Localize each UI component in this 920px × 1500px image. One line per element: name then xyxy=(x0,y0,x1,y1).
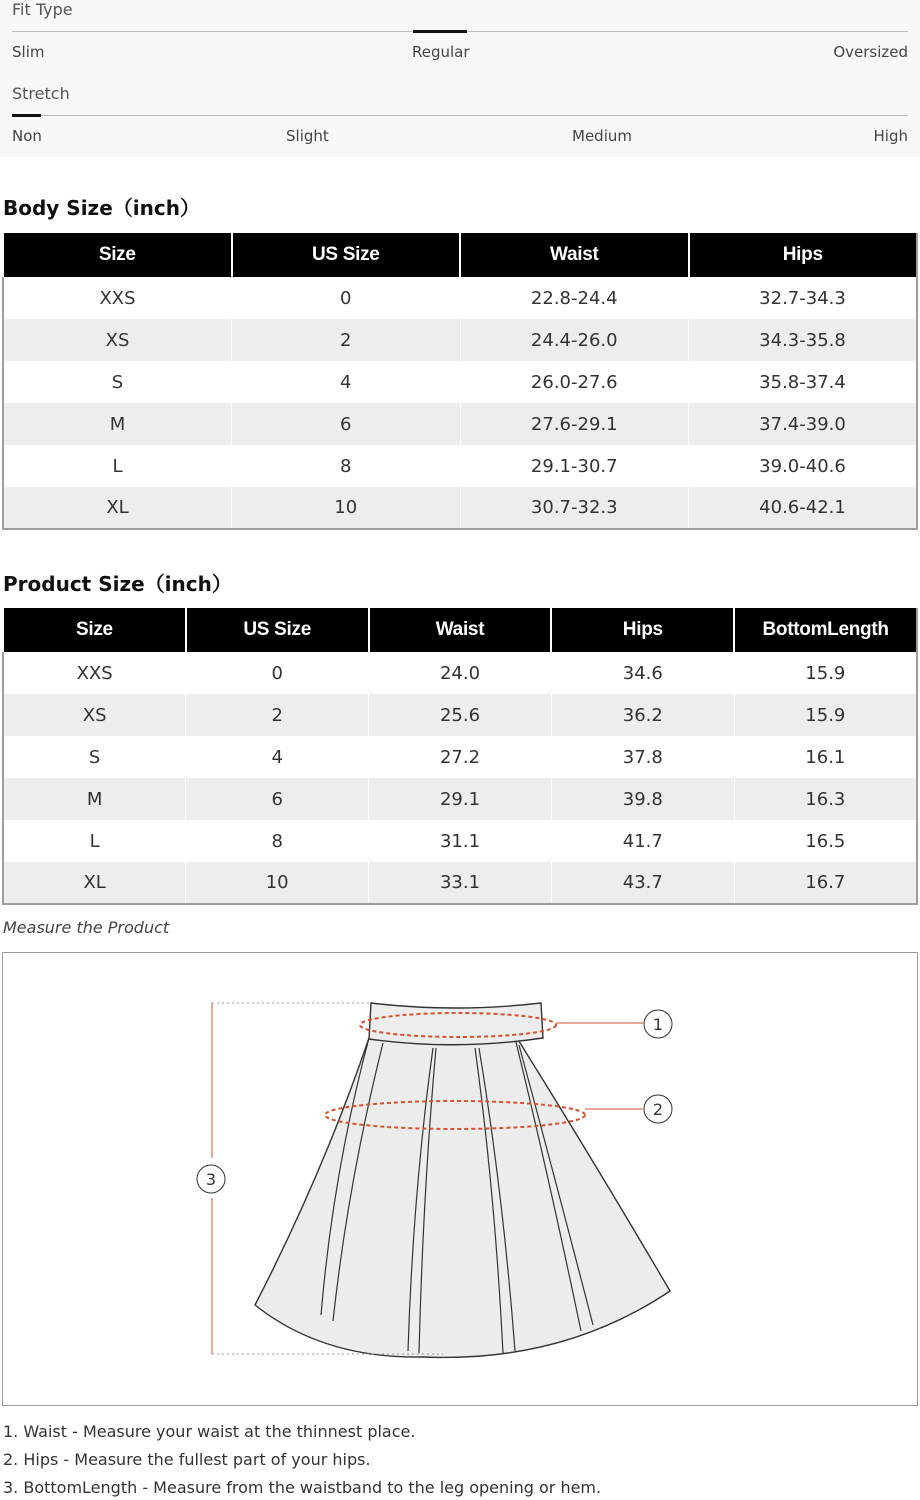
product-size-table xyxy=(2,606,918,905)
table-cell: 16.5 xyxy=(734,820,917,862)
table-row xyxy=(3,862,917,904)
product-size-heading: Product Size（inch） xyxy=(3,572,232,596)
table-row xyxy=(3,445,917,487)
stretch-label-slight: Slight xyxy=(286,127,329,145)
table-cell: 30.7-32.3 xyxy=(460,487,689,529)
table-row xyxy=(3,319,917,361)
column-header: Hips xyxy=(689,232,918,277)
measure-notes xyxy=(3,1420,601,1500)
table-cell: S xyxy=(3,736,186,778)
table-cell: 25.6 xyxy=(369,694,552,736)
table-header-row xyxy=(3,232,917,277)
table-cell: 2 xyxy=(232,319,461,361)
table-row xyxy=(3,820,917,862)
fit-type-label-slim: Slim xyxy=(12,43,45,61)
table-cell: 15.9 xyxy=(734,652,917,694)
table-cell: M xyxy=(3,778,186,820)
marker-3-label: 3 xyxy=(205,1170,217,1189)
table-cell: XL xyxy=(3,487,232,529)
fit-type-label-oversized: Oversized xyxy=(833,43,908,61)
table-cell: M xyxy=(3,403,232,445)
stretch-label-medium: Medium xyxy=(572,127,632,145)
table-cell: 33.1 xyxy=(369,862,552,904)
column-header: US Size xyxy=(186,607,369,652)
table-row xyxy=(3,361,917,403)
table-cell: 16.1 xyxy=(734,736,917,778)
stretch-marker xyxy=(12,114,41,117)
column-header: Waist xyxy=(369,607,552,652)
table-cell: S xyxy=(3,361,232,403)
table-cell: 34.3-35.8 xyxy=(689,319,918,361)
table-header-row xyxy=(3,607,917,652)
table-cell: 8 xyxy=(232,445,461,487)
marker-1 xyxy=(644,1010,672,1038)
body-size-heading: Body Size（inch） xyxy=(3,196,200,220)
fit-type-title: Fit Type xyxy=(12,0,73,19)
table-cell: 36.2 xyxy=(551,694,734,736)
table-row xyxy=(3,277,917,319)
table-cell: 26.0-27.6 xyxy=(460,361,689,403)
fit-type-label-regular: Regular xyxy=(412,43,470,61)
table-cell: XS xyxy=(3,319,232,361)
table-cell: 27.6-29.1 xyxy=(460,403,689,445)
table-cell: 10 xyxy=(186,862,369,904)
skirt-waistband xyxy=(369,1003,543,1045)
table-cell: 6 xyxy=(186,778,369,820)
marker-2 xyxy=(644,1095,672,1123)
table-cell: 24.4-26.0 xyxy=(460,319,689,361)
marker-3 xyxy=(197,1165,225,1193)
table-cell: 32.7-34.3 xyxy=(689,277,918,319)
table-cell: 6 xyxy=(232,403,461,445)
body-size-table xyxy=(2,231,918,530)
table-cell: 0 xyxy=(232,277,461,319)
column-header: Size xyxy=(3,232,232,277)
table-cell: 4 xyxy=(186,736,369,778)
note-bottom-length: 3. BottomLength - Measure from the waistband to the leg opening or hem. xyxy=(3,1478,602,1497)
table-cell: 24.0 xyxy=(369,652,552,694)
column-header: Waist xyxy=(460,232,689,277)
table-cell: 27.2 xyxy=(369,736,552,778)
note-hips: 2. Hips - Measure the fullest part of your hips. xyxy=(3,1450,371,1469)
table-cell: 22.8-24.4 xyxy=(460,277,689,319)
table-cell: 39.0-40.6 xyxy=(689,445,918,487)
table-cell: XS xyxy=(3,694,186,736)
measure-caption: Measure the Product xyxy=(3,918,170,937)
table-cell: 37.4-39.0 xyxy=(689,403,918,445)
column-header: Size xyxy=(3,607,186,652)
stretch-label-non: Non xyxy=(12,127,42,145)
column-header: Hips xyxy=(551,607,734,652)
table-cell: 35.8-37.4 xyxy=(689,361,918,403)
table-row xyxy=(3,652,917,694)
column-header: BottomLength xyxy=(734,607,917,652)
table-cell: 16.7 xyxy=(734,862,917,904)
table-cell: 15.9 xyxy=(734,694,917,736)
table-cell: 16.3 xyxy=(734,778,917,820)
table-cell: XXS xyxy=(3,652,186,694)
stretch-track xyxy=(12,115,908,116)
table-cell: 2 xyxy=(186,694,369,736)
table-row xyxy=(3,487,917,529)
fit-type-marker xyxy=(413,30,467,33)
table-cell: 29.1 xyxy=(369,778,552,820)
marker-1-label: 1 xyxy=(652,1015,664,1034)
marker-2-label: 2 xyxy=(652,1100,664,1119)
note-waist: 1. Waist - Measure your waist at the thinnest place. xyxy=(3,1422,416,1441)
table-cell: L xyxy=(3,445,232,487)
table-row xyxy=(3,403,917,445)
table-cell: 31.1 xyxy=(369,820,552,862)
table-cell: 43.7 xyxy=(551,862,734,904)
table-cell: 41.7 xyxy=(551,820,734,862)
stretch-title: Stretch xyxy=(12,84,70,103)
table-cell: 39.8 xyxy=(551,778,734,820)
table-cell: 4 xyxy=(232,361,461,403)
table-cell: 8 xyxy=(186,820,369,862)
table-cell: 37.8 xyxy=(551,736,734,778)
table-cell: L xyxy=(3,820,186,862)
table-row xyxy=(3,778,917,820)
table-cell: 29.1-30.7 xyxy=(460,445,689,487)
stretch-label-high: High xyxy=(873,127,908,145)
table-cell: 34.6 xyxy=(551,652,734,694)
column-header: US Size xyxy=(232,232,461,277)
table-cell: XL xyxy=(3,862,186,904)
table-cell: 40.6-42.1 xyxy=(689,487,918,529)
table-cell: XXS xyxy=(3,277,232,319)
table-row xyxy=(3,694,917,736)
skirt-illustration xyxy=(3,953,919,1407)
table-cell: 10 xyxy=(232,487,461,529)
table-cell: 0 xyxy=(186,652,369,694)
fit-stretch-panel xyxy=(0,0,920,157)
skirt-body xyxy=(255,1038,670,1357)
measurement-diagram xyxy=(2,952,918,1406)
table-row xyxy=(3,736,917,778)
